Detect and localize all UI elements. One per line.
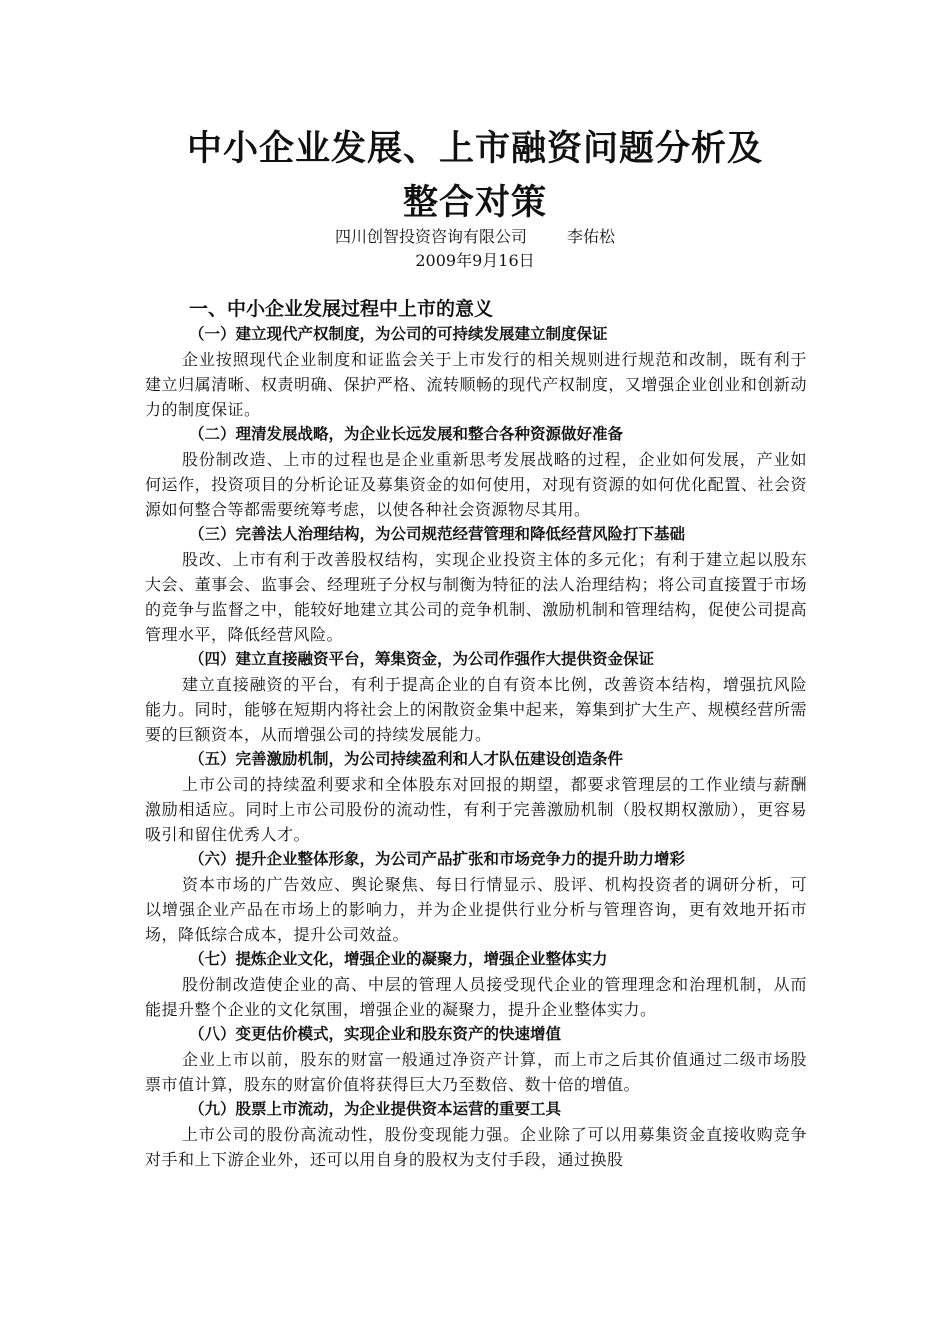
subsection-heading: （一）建立现代产权制度，为公司的可持续发展建立制度保证: [189, 325, 608, 343]
subsection-heading: （三）完善法人治理结构，为公司规范经营管理和降低经营风险打下基础: [189, 525, 686, 543]
subsection-heading: （八）变更估价模式，实现企业和股东资产的快速增值: [189, 1025, 562, 1043]
organization-name: 四川创智投资咨询有限公司: [334, 227, 527, 246]
subsection-heading: （七）提炼企业文化，增强企业的凝聚力，增强企业整体实力: [189, 950, 608, 968]
section-heading: 一、中小企业发展过程中上市的意义: [189, 298, 494, 320]
document-title-line1: 中小企业发展、上市融资问题分析及: [186, 129, 763, 169]
subsection-heading: （六）提升企业整体形象，为公司产品扩张和市场竞争力的提升助力增彩: [189, 850, 686, 868]
author-line: [0, 226, 950, 248]
paragraph: 股份制改造使企业的高、中层的管理人员接受现代企业的管理理念和治理机制，从而能提升整个企业的文化氛围，增强企业的凝聚力，提升企业整体实力。: [145, 975, 807, 1019]
subsection-heading: （九）股票上市流动，为企业提供资本运营的重要工具: [189, 1100, 562, 1118]
paragraph: 上市公司的持续盈利要求和全体股东对回报的期望，都要求管理层的工作业绩与薪酬激励相适应。同时上市公司股份的流动性，有利于完善激励机制（股权期权激励），更容易吸引和留住优秀人才。: [145, 775, 807, 844]
paragraph: 建立直接融资的平台，有利于提高企业的自有资本比例，改善资本结构，增强抗风险能力。同时，能够在短期内将社会上的闲散资金集中起来，筹集到扩大生产、规模经营所需要的巨额资本，从而增强公司的持续发展能力。: [145, 675, 807, 744]
document-title-line2: 整合对策: [402, 183, 547, 223]
paragraph: 上市公司的股份高流动性，股份变现能力强。企业除了可以用募集资金直接收购竞争对手和上下游企业外，还可以用自身的股权为支付手段，通过换股: [145, 1125, 807, 1169]
paragraph: 企业按照现代企业制度和证监会关于上市发行的相关规则进行规范和改制，既有利于建立归属清晰、权责明确、保护严格、流转顺畅的现代产权制度，又增强企业创业和创新动力的制度保证。: [145, 350, 807, 419]
author-name: 李佑松: [567, 227, 616, 246]
paragraph: 股份制改造、上市的过程也是企业重新思考发展战略的过程，企业如何发展，产业如何运作，投资项目的分析论证及募集资金的如何使用，对现有资源的如何优化配置、社会资源如何整合等都需要统筹考虑，以使各种社会资源物尽其用。: [145, 450, 807, 519]
paragraph: 资本市场的广告效应、舆论聚焦、每日行情显示、股评、机构投资者的调研分析，可以增强企业产品在市场上的影响力，并为企业提供行业分析与管理咨询，更有效地开拓市场，降低综合成本，提升公司效益。: [145, 875, 807, 944]
paragraph: 股改、上市有利于改善股权结构，实现企业投资主体的多元化；有利于建立起以股东大会、董事会、监事会、经理班子分权与制衡为特征的法人治理结构；将公司直接置于市场的竞争与监督之中，能较好地建立其公司的竞争机制、激励机制和管理结构，促使公司提高管理水平，降低经营风险。: [145, 550, 807, 644]
subsection-heading: （四）建立直接融资平台，筹集资金，为公司作强作大提供资金保证: [189, 650, 655, 668]
subsection-heading: （五）完善激励机制，为公司持续盈利和人才队伍建设创造条件: [189, 750, 624, 768]
subsection-heading: （二）理清发展战略，为企业长远发展和整合各种资源做好准备: [189, 425, 624, 443]
document-date: 2009年9月16日: [415, 251, 535, 270]
paragraph: 企业上市以前，股东的财富一般通过净资产计算，而上市之后其价值通过二级市场股票市值计算，股东的财富价值将获得巨大乃至数倍、数十倍的增值。: [145, 1050, 807, 1094]
document-body: [145, 296, 807, 1172]
